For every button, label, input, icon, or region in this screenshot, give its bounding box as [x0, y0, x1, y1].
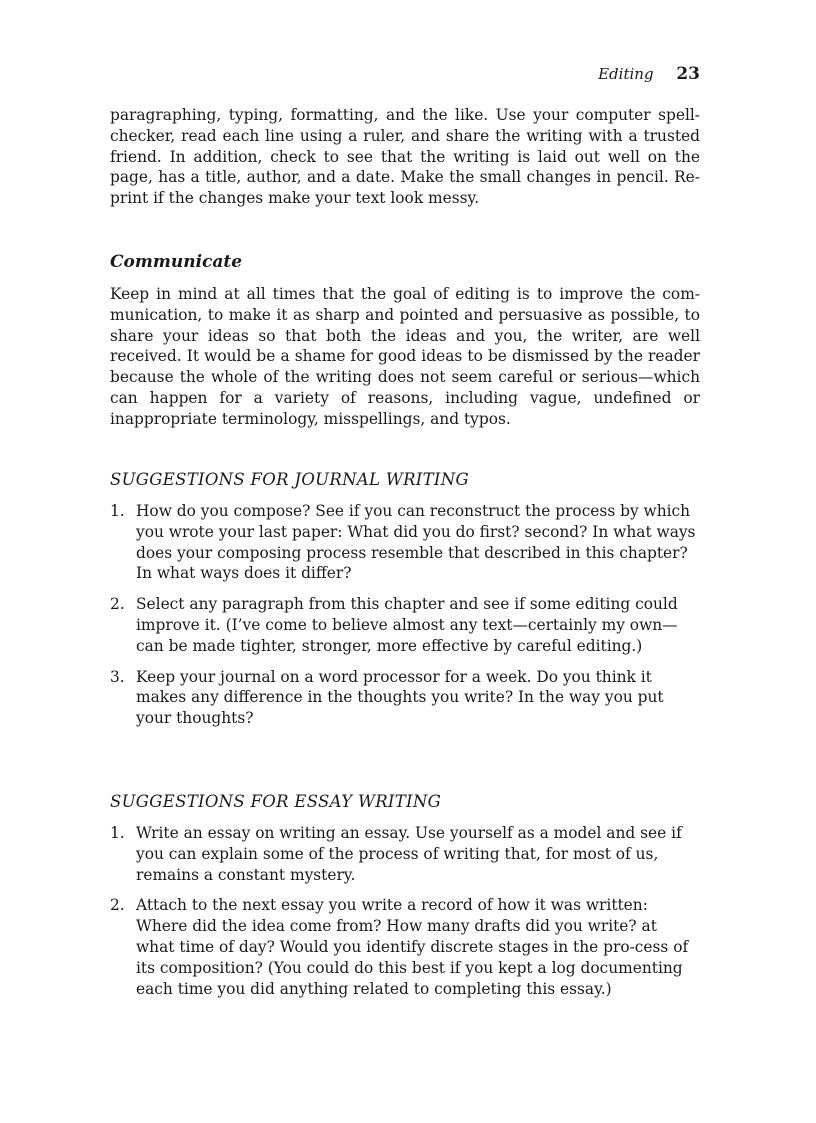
- list-item: [110, 501, 700, 584]
- heading-journal-writing: SUGGESTIONS FOR JOURNAL WRITING: [110, 470, 469, 489]
- list-item: [110, 823, 700, 885]
- paragraph-continued: paragraphing, typing, formatting, and the like. Use your computer spell-checker, read each line using a ruler, and share the writing with a trusted friend. In addition, check to see that the writing is laid out well on the page, has a title, author, and a date. Make the small changes in pencil. Re-print if the changes make your text look messy.: [110, 106, 700, 208]
- list-item-text: Select any paragraph from this chapter and see if some editing could improve it. (I’ve come to believe almost any text—certainly my own—can be made tighter, stronger, more effective by careful editing.): [136, 595, 678, 655]
- list-item-text: Attach to the next essay you write a record of how it was written: Where did the idea come from? How many drafts did you write? at what time of day? Would you identify discrete stages in the pro-cess of its composition? (You could do this best if you kept a log documenting each time you did anything related to completing this essay.): [136, 896, 689, 998]
- list-item-number: 1.: [110, 502, 125, 520]
- list-item-number: 2.: [110, 896, 125, 915]
- page-number: 23: [676, 64, 700, 84]
- heading-essay-writing: SUGGESTIONS FOR ESSAY WRITING: [110, 792, 442, 811]
- section-heading-communicate: Communicate: [110, 252, 243, 272]
- list-item-text: How do you compose? See if you can reconstruct the process by which you wrote your last paper: What did you do first? second? In what ways does your composing process resemble that described in this chapter? In what ways does it differ?: [136, 502, 696, 583]
- list-item: [110, 895, 700, 999]
- list-item: [110, 667, 700, 729]
- list-item-number: 2.: [110, 595, 125, 614]
- essay-suggestions-list: [110, 823, 700, 1009]
- list-item-number: 3.: [110, 667, 125, 686]
- list-item-text: Write an essay on writing an essay. Use yourself as a model and see if you can explain some of the process of writing that, for most of us, remains a constant mystery.: [136, 824, 682, 884]
- paragraph-communicate: Keep in mind at all times that the goal of editing is to improve the com-munication, to make it as sharp and pointed and persuasive as possible, to share your ideas so that both the ideas and you, the writer, are well received. It would be a shame for good ideas to be dismissed by the reader because the whole of the writing does not seem careful or serious—which can happen for a variety of reasons, including vague, undefined or inappropriate terminology, misspellings, and typos.: [110, 285, 700, 428]
- journal-suggestions-list: [110, 501, 700, 739]
- list-item-text: Keep your journal on a word processor for a week. Do you think it makes any difference in the thoughts you write? In the way you put your thoughts?: [136, 667, 664, 728]
- running-head-section: Editing: [598, 65, 654, 83]
- running-head: [598, 64, 700, 84]
- list-item-number: 1.: [110, 824, 125, 842]
- list-item: [110, 594, 700, 656]
